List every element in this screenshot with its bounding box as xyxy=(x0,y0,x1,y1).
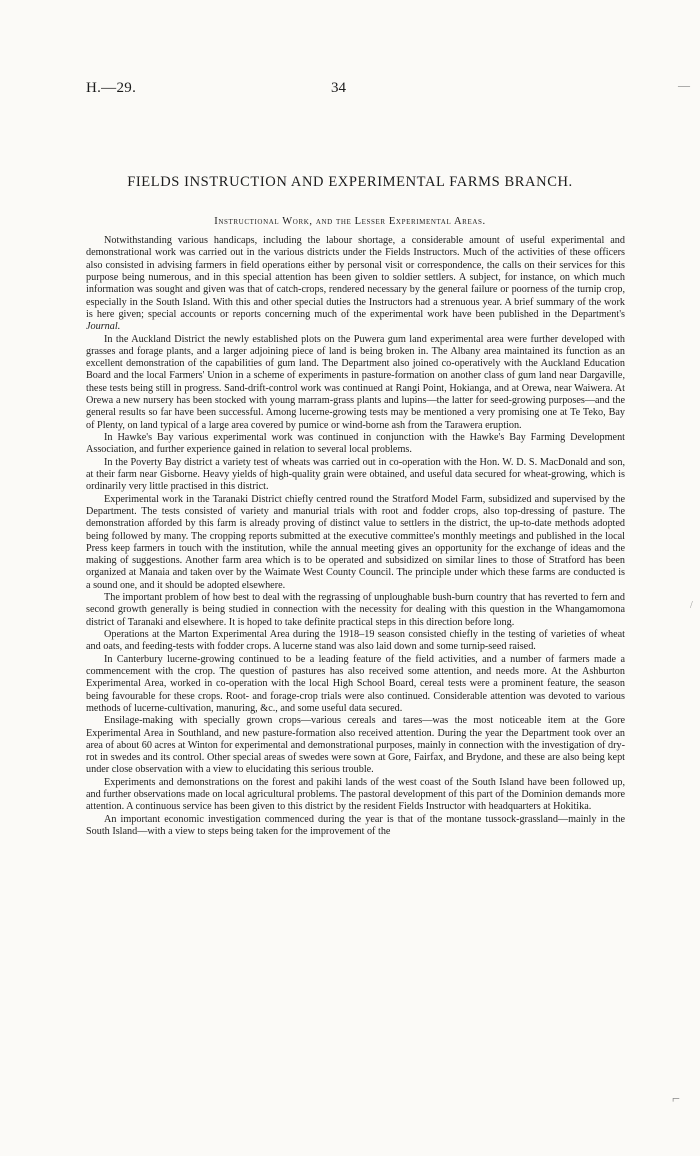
body-text xyxy=(86,235,625,838)
paragraph: Experimental work in the Taranaki District chiefly centred round the Stratford Model Farm, subsidized and supervised by the Department. The tests consisted of variety and manurial trials with root and fodder crops, also top-dressing of pasture. The demonstration afforded by this farm is already proving of distinct value to settlers in the district, the up-to-date methods adopted being followed by many. The cropping reports submitted at the executive committee's monthly meetings and published in the local Press keep farmers in touch with the institution, while the annual meeting gives an opportunity for the exchange of ideas and the making of suggestions. Another farm area which is to be operated and subsidized on similar lines to those of Stratford has been organized at Manaia and taken over by the Waimate West County Council. The principle under which these farms are conducted is a sound one, and it should be adopted elsewhere. xyxy=(86,493,625,591)
paragraph: The important problem of how best to deal with the regrassing of unploughable bush-burn country that has reverted to fern and second growth generally is being studied in connection with the necessity for dealing with this question in the Whangamomona district of Taranaki and elsewhere. It is hoped to take definite practical steps in this direction before long. xyxy=(86,592,625,628)
paragraph: Notwithstanding various handicaps, including the labour shortage, a considerable amount of useful experimental and demonstrational work was carried out in the various districts under the Fields Instructors. Much of the activities of these officers also consisted in advising farmers in field operations either by personal visit or correspondence, the calls on their services for this purpose being numerous, and in this special attention has been given to soldier settlers. A subject, for instance, on which much information was sought and given was that of catch-crops, rendered necessary by the general failure or poorness of the turnip crop, especially in the South Island. With this and other special duties the Instructors had a strenuous year. A brief summary of the work is here given; special accounts or reports concerning much of the experimental work have been published in the Department's Journal. xyxy=(86,235,625,333)
section-title: FIELDS INSTRUCTION AND EXPERIMENTAL FARMS BRANCH. xyxy=(127,174,573,190)
paragraph: In the Auckland District the newly established plots on the Puwera gum land experimental area were further developed with grasses and forage plants, and a larger adjoining piece of land is being broken in. The Albany area maintained its function as an excellent demonstration of the capabilities of gum land. The Department also joined co-operatively with the Auckland Education Board and the local Farmers' Union in a scheme of experiments in pasture-formation on another class of gum land near Dargaville, these tests being still in progress. Sand-drift-control work was continued at Rangi Point, Hokianga, and at Orewa, near Waiwera. At Orewa a new nursery has been stocked with young marram-grass plants and lupins—the latter for seed-growing purposes—and the general results so far have been successful. Among lucerne-growing tests may be mentioned a very promising one at Te Teko, Bay of Plenty, on land typical of a large area covered by pumice or wind-borne ash from the Tarawera eruption. xyxy=(86,333,625,431)
margin-mark: ⌐ xyxy=(672,1092,680,1107)
section-subtitle: Instructional Work, and the Lesser Experimental Areas. xyxy=(214,216,486,227)
paragraph: In the Poverty Bay district a variety test of wheats was carried out in co-operation with the Hon. W. D. S. MacDonald and son, at their farm near Gisborne. Heavy yields of high-quality grain were obtained, and useful data secured for wheat-growing, which is ordinarily very little practised in this district. xyxy=(86,456,625,493)
journal-title: Journal. xyxy=(86,321,121,333)
paragraph: Ensilage-making with specially grown crops—various cereals and tares—was the most noticeable item at the Gore Experimental Area in Southland, and new pasture-formation also received attention. During the year the Department took over an area of about 60 acres at Winton for experimental and demonstrational purposes, mainly in connection with the investigation of dry-rot in swedes and its control. Other special areas of swedes were sown at Gore, Fairfax, and Brydone, and these are also being kept under close observation with a view to elucidating this serious trouble. xyxy=(86,715,625,776)
corner-mark: — xyxy=(678,78,690,92)
paragraph: An important economic investigation commenced during the year is that of the montane tussock-grassland—mainly in the South Island—with a view to steps being taken for the improvement of the xyxy=(86,813,625,837)
paragraph: Experiments and demonstrations on the forest and pakihi lands of the west coast of the South Island have been followed up, and further observations made on local agricultural problems. The pastoral development of this part of the Dominion demands more attention. A continuous service has been given to this district by the resident Fields Instructor with headquarters at Hokitika. xyxy=(86,776,625,813)
page-number: 34 xyxy=(331,80,346,96)
report-reference: H.—29. xyxy=(86,80,137,96)
paragraph: In Canterbury lucerne-growing continued to be a leading feature of the field activities, and a number of farmers made a commencement with the crop. The question of pastures has also received some attention, and needs more. At the Ashburton Experimental Area, worked in co-operation with the local High School Board, cereal tests were a prominent feature, the season being favourable for these crops. Root- and forage-crop trials were also continued. Considerable attention was devoted to various methods of lucerne-cultivation, manuring, &c., and some useful data secured. xyxy=(86,653,625,714)
paragraph: In Hawke's Bay various experimental work was continued in conjunction with the Hawke's Bay Farming Development Association, and further experience gained in relation to several local problems. xyxy=(86,432,625,456)
paragraph: Operations at the Marton Experimental Area during the 1918–19 season consisted chiefly in the testing of varieties of wheat and oats, and feeding-tests with fodder crops. A lucerne stand was also laid down and some turnip-seed raised. xyxy=(86,629,625,653)
margin-mark: / xyxy=(690,600,693,611)
